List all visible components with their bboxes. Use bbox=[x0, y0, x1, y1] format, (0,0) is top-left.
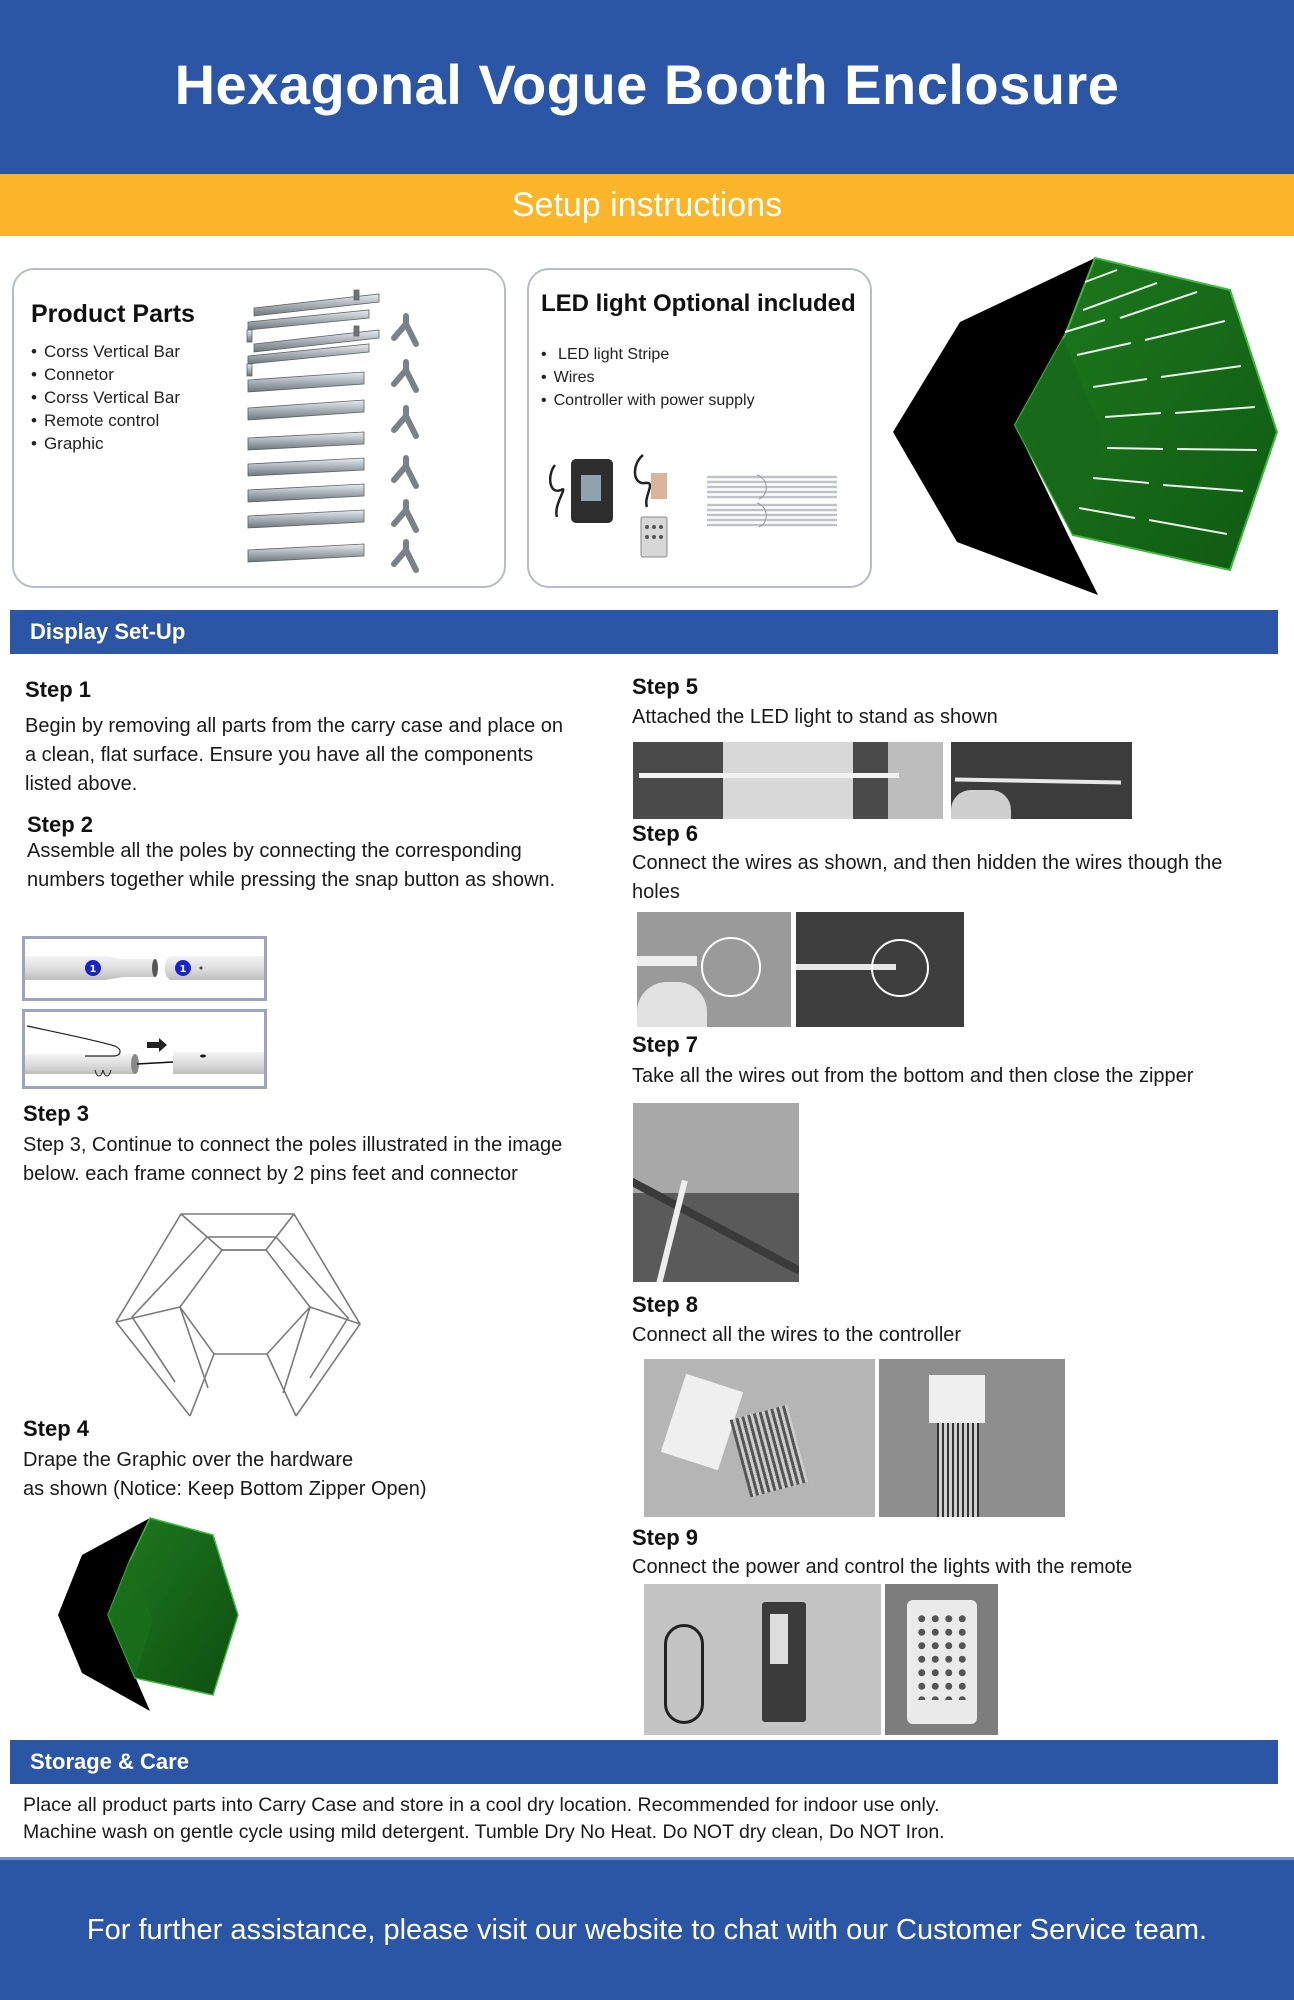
led-list-item: • Wires bbox=[541, 366, 755, 389]
step-2-title: Step 2 bbox=[27, 812, 94, 837]
step-8-photo-controller-wires-spread bbox=[879, 1359, 1065, 1517]
led-list-item: • LED light Stripe bbox=[541, 343, 755, 366]
step-5-text: Attached the LED light to stand as shown bbox=[632, 706, 998, 728]
footer-assistance-text: For further assistance, please visit our website to chat with our Customer Service team. bbox=[86, 1913, 1208, 1946]
storage-line-1: Place all product parts into Carry Case and store in a cool dry location. Recommended for indoor use only. bbox=[23, 1794, 940, 1816]
product-parts-card bbox=[12, 268, 506, 588]
step-1-text: Begin by removing all parts from the carry case and place on a clean, flat surface. Ensure you have all the components listed above. bbox=[25, 715, 564, 795]
footer-banner bbox=[0, 1857, 1294, 2000]
page-subtitle: Setup instructions bbox=[511, 185, 783, 224]
storage-care-header bbox=[10, 1740, 1278, 1784]
step-9-photo-remote bbox=[885, 1584, 998, 1735]
display-setup-header bbox=[10, 610, 1278, 654]
page-header bbox=[0, 0, 1294, 174]
storage-care-text bbox=[23, 1792, 945, 1846]
pole-number-badge: 1 bbox=[179, 964, 187, 975]
step-9-title: Step 9 bbox=[632, 1525, 699, 1550]
step-5-title: Step 5 bbox=[632, 674, 699, 699]
product-parts-title: Product Parts bbox=[31, 300, 195, 328]
step-4-title: Step 4 bbox=[23, 1416, 90, 1441]
led-light-card bbox=[527, 268, 872, 588]
step-3-text: Step 3, Continue to connect the poles illustrated in the image below. each frame connect by 2 pins feet and connector bbox=[23, 1134, 563, 1185]
step-4-text-line2: as shown (Notice: Keep Bottom Zipper Open) bbox=[23, 1478, 427, 1500]
display-setup-title: Display Set-Up bbox=[30, 619, 186, 644]
step-6-text: Connect the wires as shown, and then hidden the wires though the holes bbox=[632, 852, 1223, 903]
led-card-title: LED light Optional included bbox=[541, 290, 856, 317]
step-8-text: Connect all the wires to the controller bbox=[632, 1324, 962, 1346]
booth-graphic-hero-image bbox=[885, 250, 1285, 600]
step-7-title: Step 7 bbox=[632, 1032, 699, 1057]
step-5-photo-led-on-frame bbox=[951, 742, 1132, 819]
snap-button-diagram bbox=[22, 1009, 267, 1089]
pole-numbering-diagram bbox=[22, 936, 267, 1001]
parts-list-item: • Corss Vertical Bar bbox=[31, 386, 180, 409]
step-6-title: Step 6 bbox=[632, 821, 699, 846]
hexagon-frame-diagram bbox=[112, 1210, 362, 1420]
step-7-photo-zipper-wires bbox=[633, 1103, 799, 1282]
step-6-photo-wire-hidden bbox=[796, 912, 964, 1027]
parts-list-item: • Remote control bbox=[31, 409, 180, 432]
led-list-item: • Controller with power supply bbox=[541, 389, 755, 412]
step-2-text: Assemble all the poles by connecting the corresponding numbers together while pressing the snap button as shown. bbox=[27, 840, 556, 891]
graphic-drape-image bbox=[55, 1515, 295, 1720]
step-6-photo-wire-connection bbox=[637, 912, 791, 1027]
led-kit-image bbox=[547, 435, 867, 565]
parts-list-item: • Connetor bbox=[31, 363, 180, 386]
pole-number-badge: 1 bbox=[89, 964, 97, 975]
subtitle-bar bbox=[0, 174, 1294, 236]
step-4-text-line1: Drape the Graphic over the hardware bbox=[23, 1449, 354, 1471]
product-parts-list bbox=[31, 340, 180, 455]
step-8-photo-controller-wiring bbox=[644, 1359, 875, 1517]
step-7-text: Take all the wires out from the bottom and then close the zipper bbox=[632, 1065, 1194, 1087]
step-5-photo-person-holding-led bbox=[633, 742, 943, 819]
step-8-title: Step 8 bbox=[632, 1292, 699, 1317]
step-3-title: Step 3 bbox=[23, 1101, 90, 1126]
parts-list-item: • Corss Vertical Bar bbox=[31, 340, 180, 363]
storage-care-title: Storage & Care bbox=[30, 1749, 189, 1774]
page-title: Hexagonal Vogue Booth Enclosure bbox=[174, 52, 1120, 116]
storage-line-2: Machine wash on gentle cycle using mild detergent. Tumble Dry No Heat. Do NOT dry clean, Do NOT Iron. bbox=[23, 1821, 945, 1843]
led-items-list bbox=[541, 343, 755, 412]
step-9-photo-power-supply bbox=[644, 1584, 881, 1735]
step-1-title: Step 1 bbox=[25, 677, 92, 702]
step-9-text: Connect the power and control the lights with the remote bbox=[632, 1556, 1133, 1578]
poles-and-connectors-image bbox=[244, 288, 444, 578]
parts-list-item: • Graphic bbox=[31, 432, 180, 455]
